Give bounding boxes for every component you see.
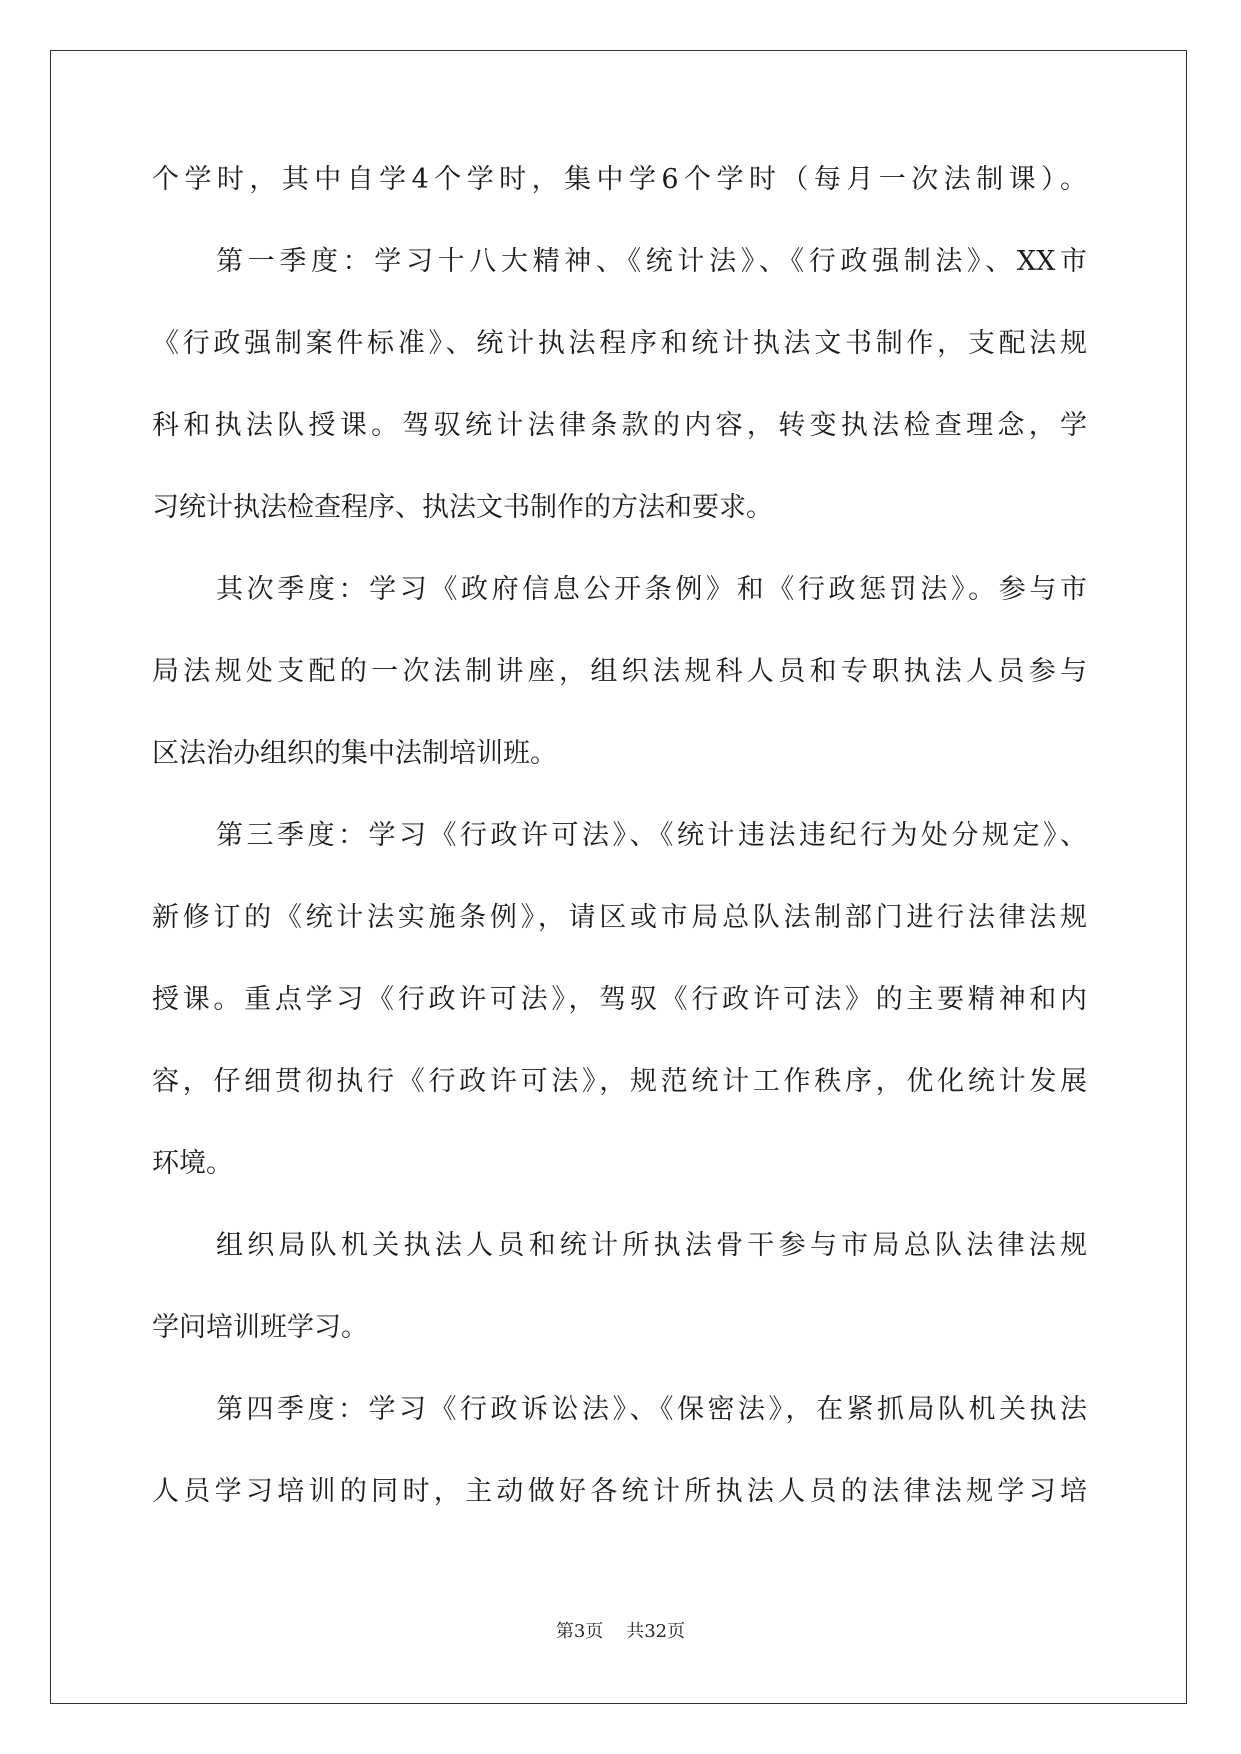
text-line: 科和执法队授课。驾驭统计法律条款的内容，转变执法检查理念，学: [152, 410, 1087, 441]
text-line: 组织局队机关执法人员和统计所执法骨干参与市局总队法律法规: [216, 1230, 1087, 1261]
text-line: 授课。重点学习《行政许可法》，驾驭《行政许可法》的主要精神和内: [152, 984, 1087, 1015]
text-line: 个学时，其中自学4个学时，集中学6个学时（每月一次法制课）。: [152, 164, 1087, 195]
document-body: [152, 152, 1087, 1546]
page-number: 第3页: [555, 1621, 604, 1642]
text-line: 第四季度：学习《行政诉讼法》、《保密法》，在紧抓局队机关执法: [216, 1394, 1087, 1425]
text-line: 人员学习培训的同时，主动做好各统计所执法人员的法律法规学习培: [152, 1476, 1087, 1507]
page-total: 共32页: [626, 1621, 686, 1642]
text-line: 容，仔细贯彻执行《行政许可法》，规范统计工作秩序，优化统计发展: [152, 1066, 1087, 1097]
text-line: 环境。: [152, 1148, 233, 1179]
text-line: 局法规处支配的一次法制讲座，组织法规科人员和专职执法人员参与: [152, 656, 1087, 687]
text-line: 第三季度：学习《行政许可法》、《统计违法违纪行为处分规定》、: [216, 820, 1087, 851]
text-line: 新修订的《统计法实施条例》，请区或市局总队法制部门进行法律法规: [152, 902, 1087, 933]
text-line: 第一季度：学习十八大精神、《统计法》、《行政强制法》、XX市: [216, 246, 1087, 277]
text-line: 《行政强制案件标准》、统计执法程序和统计执法文书制作，支配法规: [152, 328, 1087, 359]
page-footer: [0, 1618, 1241, 1646]
text-line: 其次季度：学习《政府信息公开条例》和《行政惩罚法》。参与市: [216, 574, 1087, 605]
text-line: 习统计执法检查程序、执法文书制作的方法和要求。: [152, 492, 773, 523]
text-line: 学问培训班学习。: [152, 1312, 368, 1343]
text-line: 区法治办组织的集中法制培训班。: [152, 738, 557, 769]
